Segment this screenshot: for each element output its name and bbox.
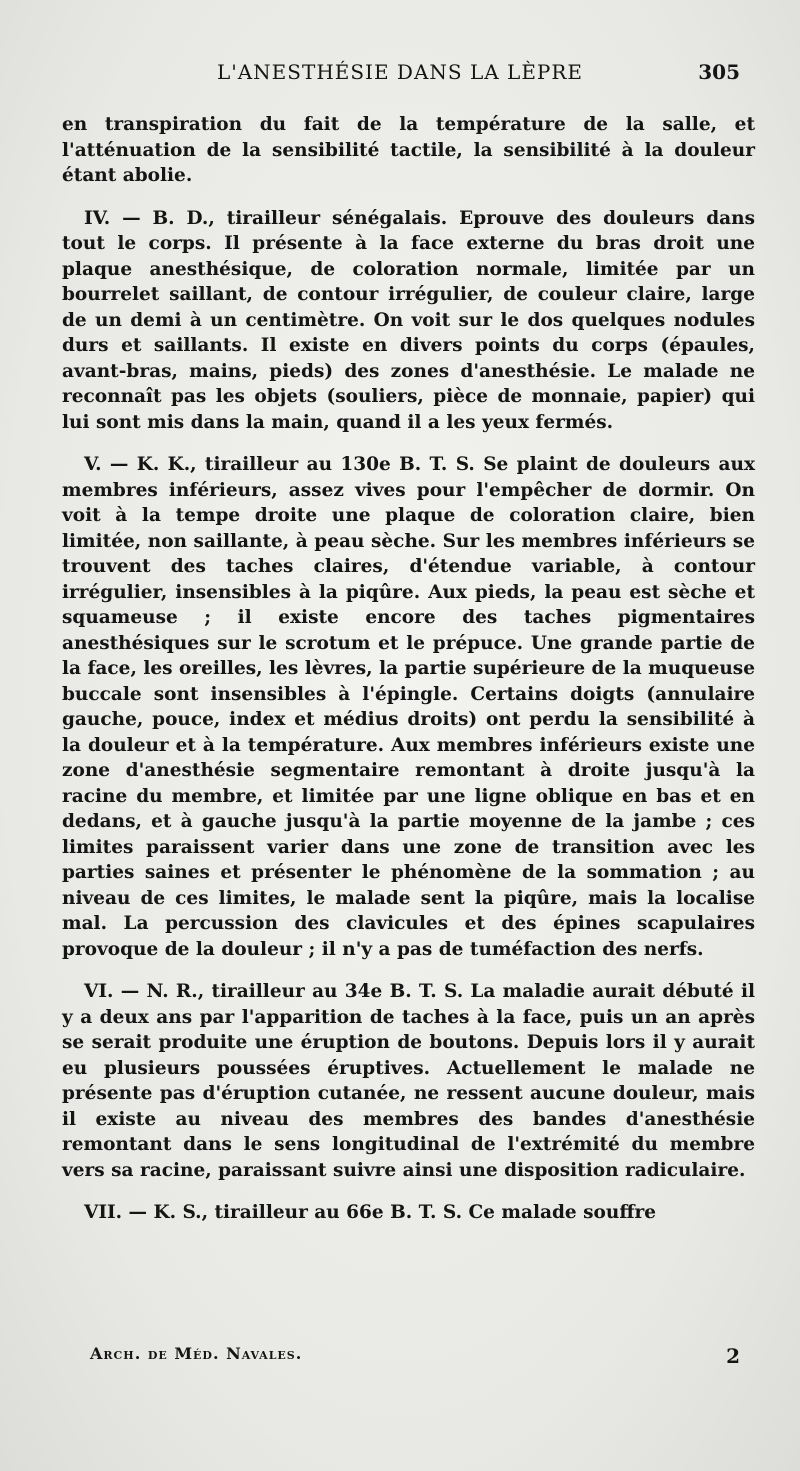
- case-iv-paragraph: IV. — B. D., tirailleur sénégalais. Eprouve des douleurs dans tout le corps. Il présente à la face externe du bras droit une plaque anesthésique, de coloration normale, limitée par un bourrelet saillant, de contour irrégulier, de couleur claire, large de un demi à un centimètre. On voit sur le dos quelques nodules durs et saillants. Il existe en divers points du corps (épaules, avant-bras, mains, pieds) des zones d'anesthésie. Le malade ne reconnaît pas les objets (souliers, pièce de monnaie, papier) qui lui sont mis dans la main, quand il a les yeux fermés.: [62, 207, 755, 433]
- gathering-signature: 2: [726, 1344, 740, 1368]
- running-title: L'ANESTHÉSIE DANS LA LÈPRE: [216, 60, 584, 84]
- running-header: [60, 60, 740, 90]
- journal-signature: Arch. de Méd. Navales.: [90, 1344, 303, 1363]
- body-text: [62, 112, 755, 1226]
- case-vii-paragraph: VII. — K. S., tirailleur au 66e B. T. S. Ce malade souffre: [84, 1202, 657, 1223]
- paragraph-continuation: en transpiration du fait de la température de la salle, et l'atténuation de la sensibilité tactile, la sensibilité à la douleur étant abolie.: [62, 114, 755, 186]
- page-footer: [90, 1344, 740, 1372]
- page-number: 305: [698, 60, 740, 84]
- case-vi-paragraph: VI. — N. R., tirailleur au 34e B. T. S. La maladie aurait débuté il y a deux ans par l'apparition de taches à la face, puis un an après se serait produite une éruption de boutons. Depuis lors il y aurait eu plusieurs poussées éruptives. Actuellement le malade ne présente pas d'éruption cutanée, ne ressent aucune douleur, mais il existe au niveau des membres des bandes d'anesthésie remontant dans le sens longitudinal de l'extrémité du membre vers sa racine, paraissant suivre ainsi une disposition radiculaire.: [62, 981, 755, 1181]
- case-v-paragraph: V. — K. K., tirailleur au 130e B. T. S. Se plaint de douleurs aux membres inférieurs, assez vives pour l'empêcher de dormir. On voit à la tempe droite une plaque de coloration claire, bien limitée, non saillante, à peau sèche. Sur les membres inférieurs se trouvent des taches claires, d'étendue variable, à contour irrégulier, insensibles à la piqûre. Aux pieds, la peau est sèche et squameuse ; il existe encore des taches pigmentaires anesthésiques sur le scrotum et le prépuce. Une grande partie de la face, les oreilles, les lèvres, la partie supérieure de la muqueuse buccale sont insensibles à l'épingle. Certains doigts (annulaire gauche, pouce, index et médius droits) ont perdu la sensibilité à la douleur et à la température. Aux membres inférieurs existe une zone d'anesthésie segmentaire remontant à droite jusqu'à la racine du membre, et limitée par une ligne oblique en bas et en dedans, et à gauche jusqu'à la partie moyenne de la jambe ; ces limites paraissent varier dans une zone de transition avec les parties saines et présenter le phénomène de la sommation ; au niveau de ces limites, le malade sent la piqûre, mais la localise mal. La percussion des clavicules et des épines scapulaires provoque de la douleur ; il n'y a pas de tuméfaction des nerfs.: [62, 454, 755, 960]
